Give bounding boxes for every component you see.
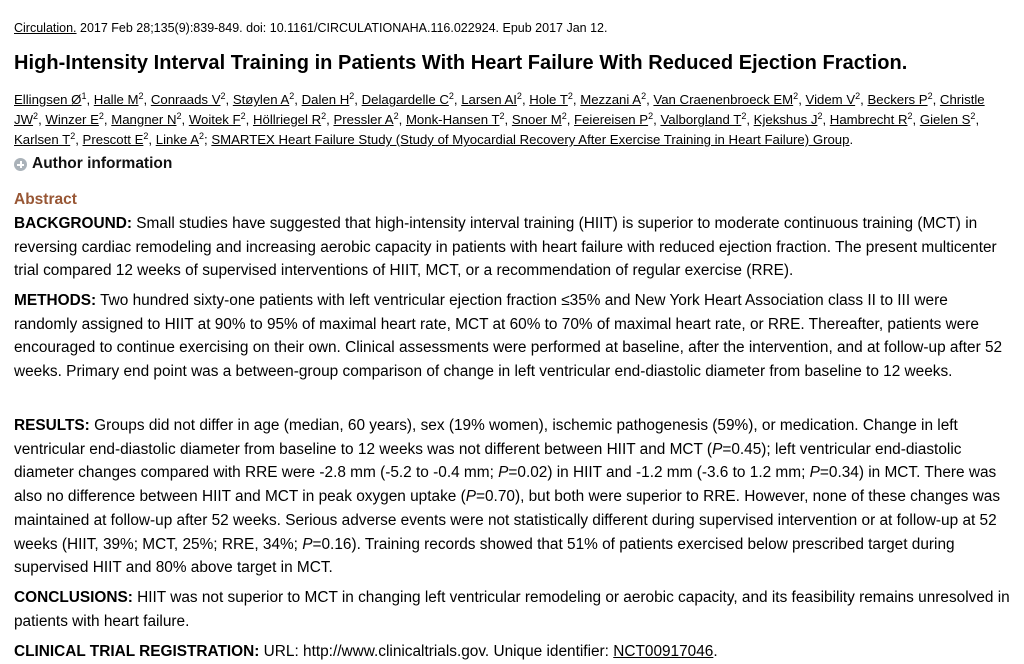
author-link[interactable]: Larsen AI [461,92,517,107]
author-separator: , [566,112,575,127]
author-separator: , [746,112,754,127]
author-link[interactable]: Conraads V [150,92,221,107]
article-title: High-Intensity Interval Training in Patients With Heart Failure With Reduced Ejection Fraction. [14,52,908,74]
affiliation-number: 2 [855,91,861,101]
author-separator: , [86,92,94,107]
author-separator: , [822,112,830,127]
results-text: =0.02) in HIIT and -1.2 mm (-3.6 to 1.2 mm; [508,464,810,482]
background-label: BACKGROUND: [14,215,132,232]
author-link[interactable]: Kjekshus J [753,112,818,127]
author-link[interactable]: Videm V [805,92,856,107]
author-separator: , [798,92,806,107]
author-link[interactable]: Valborgland T [660,112,742,127]
conclusions-text: HIIT was not superior to MCT in changing left ventricular remodeling or aerobic capacity, and its feasibility remains unresolved in patients with heart failure. [14,589,1010,630]
affiliation-number: 2 [567,91,573,101]
background-section [14,212,1010,283]
author-separator: , [912,112,920,127]
p-value-symbol: P [465,488,476,506]
author-separator: , [453,92,462,107]
author-link[interactable]: Christle JW [14,92,985,127]
author-separator: , [354,92,362,107]
background-text: Small studies have suggested that high-intensity interval training (HIIT) is superior to moderate continuous training (MCT) in reversing cardiac remodeling and increasing aerobic capacity in patients with heart failure with reduced ejection fraction. The present multicenter trial compared 12 weeks of supervised interventions of HIIT, MCT, or a recommendation of regular exercise (RRE). [14,215,997,280]
author-separator: , [38,112,46,127]
affiliation-number: 2 [516,91,522,101]
results-section [14,414,1010,580]
trial-registration-text: URL: http://www.clinicaltrials.gov. Unique identifier: [263,643,614,660]
affiliation-number: 2 [970,111,976,121]
author-link[interactable]: Snoer M [511,112,562,127]
expand-plus-icon[interactable] [14,158,27,171]
p-value-symbol: P [302,535,313,553]
author-link[interactable]: Hole T [529,92,568,107]
author-information-label: Author information [32,155,173,172]
author-link[interactable]: Ellingsen Ø [14,92,82,107]
author-link[interactable]: Gielen S [919,112,971,127]
author-separator: , [932,92,940,107]
author-link[interactable]: Halle M [93,92,139,107]
affiliation-number: 2 [907,111,913,121]
affiliation-number: 1 [81,91,87,101]
affiliation-number: 2 [741,111,747,121]
author-link[interactable]: Delagardelle C [361,92,449,107]
author-link[interactable]: Winzer E [45,112,99,127]
author-list [14,90,1010,150]
abstract-heading: Abstract [14,191,77,208]
results-text: =0.70), but both were superior to RRE. However, none of these changes was maintained at follow-up after 52 weeks. Serious adverse events were not statistically different during supervised intervention or at follow-up at 52 weeks (HIIT, 39%; MCT, 25%; RRE, 34%; [14,488,1001,553]
affiliation-number: 2 [349,91,355,101]
author-link[interactable]: Mangner N [111,112,177,127]
author-separator: , [148,132,156,147]
affiliation-number: 2 [561,111,567,121]
trial-identifier-link[interactable]: NCT00917046 [613,643,714,660]
author-link[interactable]: Karlsen T [14,132,71,147]
author-link[interactable]: Woitek F [188,112,241,127]
results-text: Groups did not differ in age (median, 60 years), sex (19% women), ischemic pathogenesis (59%), or medication. Change in left ventricular end-diastolic diameter from baseline to 12 weeks was not different between HIIT and MCT ( [14,417,958,458]
affiliation-number: 2 [927,91,933,101]
affiliation-number: 2 [33,111,39,121]
author-separator: , [646,92,654,107]
affiliation-number: 2 [176,111,182,121]
author-link[interactable]: Feiereisen P [574,112,649,127]
affiliation-number: 2 [448,91,454,101]
affiliation-number: 2 [393,111,399,121]
affiliation-number: 2 [641,91,647,101]
p-value-symbol: P [498,464,509,482]
author-separator: ; [204,132,212,147]
affiliation-number: 2 [220,91,226,101]
group-author-link[interactable]: SMARTEX Heart Failure Study (Study of Myocardial Recovery After Exercise Training in Heart Failure) Group [211,132,850,147]
author-link[interactable]: Mezzani A [580,92,642,107]
affiliation-number: 2 [98,111,104,121]
results-label: RESULTS: [14,417,90,434]
trial-registration-label: CLINICAL TRIAL REGISTRATION: [14,643,260,660]
author-link[interactable]: Monk-Hansen T [405,112,500,127]
author-separator: , [103,112,112,127]
conclusions-label: CONCLUSIONS: [14,589,133,606]
methods-label: METHODS: [14,292,97,309]
affiliation-number: 2 [321,111,327,121]
citation-details: 2017 Feb 28;135(9):839-849. doi: 10.1161/CIRCULATIONAHA.116.022924. Epub 2017 Jan 12. [80,21,608,35]
author-separator: , [143,92,151,107]
affiliation-number: 2 [138,91,144,101]
results-text: =0.16). Training records showed that 51% of patients exercised below prescribed target during supervised HIIT and 80% above target in MCT. [14,535,955,577]
author-link[interactable]: Van Craenenbroeck EM [653,92,794,107]
results-text: =0.45); left ventricular end-diastolic diameter changes compared with RRE were -2.8 mm (-5.2 to -0.4 mm; [14,440,962,482]
author-link[interactable]: Hambrecht R [829,112,908,127]
author-separator: , [653,112,661,127]
author-separator: , [860,92,868,107]
affiliation-number: 2 [199,131,205,141]
author-separator: , [975,112,980,127]
methods-text: Two hundred sixty-one patients with left ventricular ejection fraction ≤35% and New York Heart Association class II to III were randomly assigned to HIIT at 90% to 95% of maximal heart rate, MCT at 60% to 70% of maximal heart rate, or RRE. Thereafter, patients were encouraged to continue exercising on their own. Clinical assessments were performed at baseline, after the intervention, and at follow-up after 52 weeks. Primary end point was a between-group comparison of change in left ventricular end-diastolic diameter from baseline to 12 weeks. [14,292,1003,381]
author-link[interactable]: Beckers P [867,92,928,107]
author-separator: , [326,112,334,127]
author-separator: , [504,112,512,127]
results-text: =0.34) in MCT. There was also no difference between HIIT and MCT in peak oxygen uptake ( [14,464,997,506]
author-separator: , [572,92,581,107]
author-list-end: . [849,132,854,147]
journal-link[interactable]: Circulation. [14,21,77,35]
affiliation-number: 2 [143,131,149,141]
author-separator: , [181,112,189,127]
affiliation-number: 2 [70,131,76,141]
author-link[interactable]: Prescott E [82,132,144,147]
trial-registration-section [14,640,1010,664]
trial-registration-end: . [713,643,718,660]
p-value-symbol: P [809,464,820,482]
p-value-symbol: P [712,440,723,458]
affiliation-number: 2 [499,111,505,121]
author-link[interactable]: Pressler A [333,112,394,127]
affiliation-number: 2 [817,111,823,121]
author-link[interactable]: Dalen H [301,92,350,107]
author-link[interactable]: Støylen A [232,92,290,107]
author-separator: , [398,112,406,127]
author-information-toggle[interactable] [14,155,172,173]
citation-line [14,21,607,35]
author-separator: , [225,92,233,107]
affiliation-number: 2 [648,111,654,121]
methods-section [14,289,1010,384]
affiliation-number: 2 [240,111,246,121]
affiliation-number: 2 [289,91,295,101]
author-separator: , [75,132,83,147]
author-link[interactable]: Linke A [155,132,199,147]
author-separator: , [294,92,302,107]
author-separator: , [245,112,253,127]
author-separator: , [521,92,530,107]
conclusions-section [14,586,1010,633]
author-link[interactable]: Höllriegel R [252,112,322,127]
affiliation-number: 2 [793,91,799,101]
